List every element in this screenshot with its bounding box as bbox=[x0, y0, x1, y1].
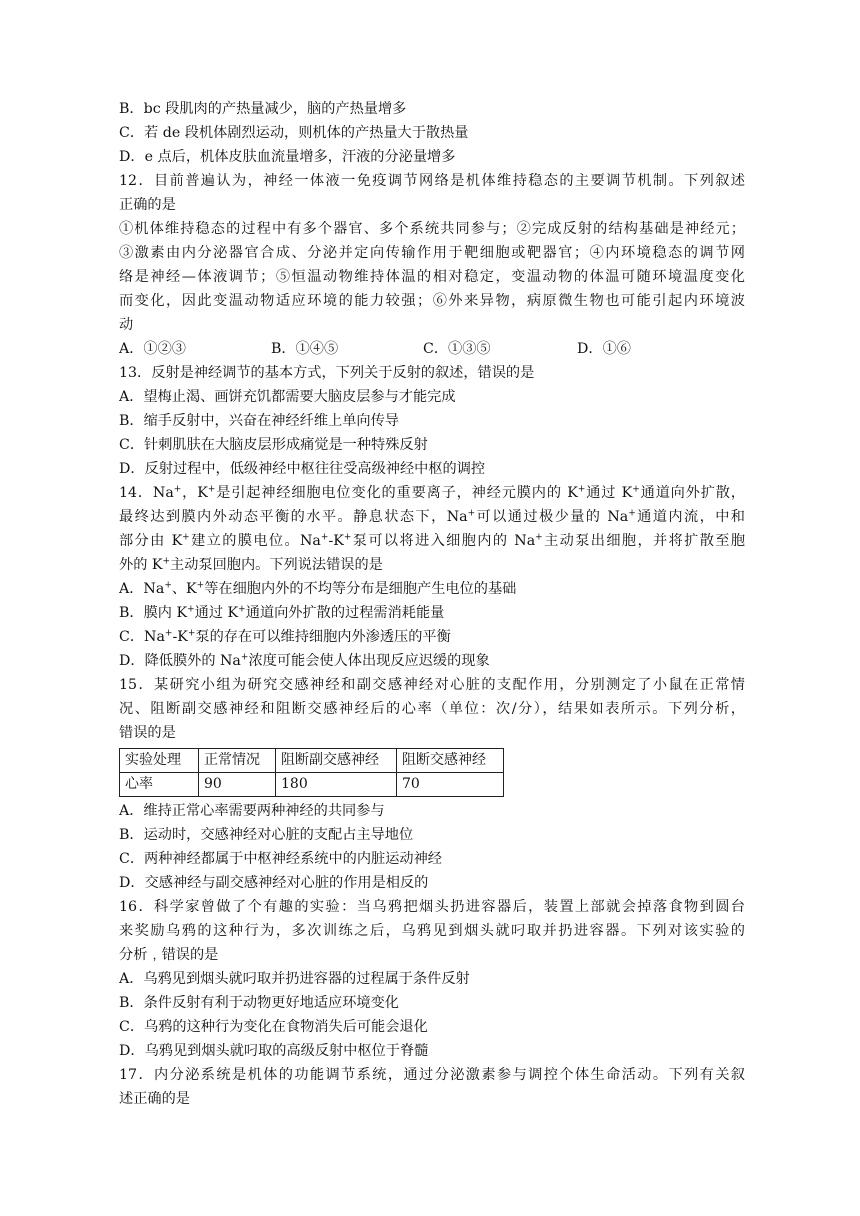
q16-option-c: C．乌鸦的这种行为变化在食物消失后可能会退化 bbox=[119, 1019, 428, 1035]
q14-option-a: A．Na+、K+等在细胞内外的不均等分布是细胞产生电位的基础 bbox=[119, 580, 517, 597]
q12-option-b: B．①④⑤ bbox=[271, 341, 339, 357]
q12-option-c: C．①③⑤ bbox=[423, 341, 491, 357]
q11-option-d: D．e 点后，机体皮肤血流量增多，汗液的分泌量增多 bbox=[119, 149, 456, 165]
q12-option-a: A．①②③ bbox=[119, 341, 186, 357]
q13-option-b: B．缩手反射中，兴奋在神经纤维上单向传导 bbox=[119, 413, 399, 429]
q17-stem-line1: 17．内分泌系统是机体的功能调节系统，通过分泌激素参与调控个体生命活动。下列有关叙 bbox=[119, 1067, 745, 1083]
q14-stem-line3: 部分由 K+建立的膜电位。Na+-K+泵可以将进入细胞内的 Na+主动泵出细胞，并将扩散至胞 bbox=[119, 532, 745, 549]
q14-option-d: D．降低膜外的 Na+浓度可能会使人体出现反应迟缓的现象 bbox=[119, 652, 490, 669]
q13-option-a: A．望梅止渴、画饼充饥都需要大脑皮层参与才能完成 bbox=[119, 389, 456, 405]
q12-stem-line1: 12．目前普遍认为，神经一体液一免疫调节网络是机体维持稳态的主要调节机制。下列叙述 bbox=[119, 173, 745, 189]
q16-option-b: B．条件反射有利于动物更好地适应环境变化 bbox=[119, 995, 399, 1011]
q15-option-b: B．运动时，交感神经对心脏的支配占主导地位 bbox=[119, 827, 414, 843]
q15-option-a: A．维持正常心率需要两种神经的共同参与 bbox=[119, 803, 385, 819]
table-cell: 90 bbox=[199, 773, 276, 797]
q15-stem-line3: 错误的是 bbox=[119, 725, 176, 741]
q12-statement-line1: ①机体维持稳态的过程中有多个器官、多个系统共同参与；②完成反射的结构基础是神经元； bbox=[119, 221, 745, 237]
q11-option-b: B．bc 段肌肉的产热量减少，脑的产热量增多 bbox=[119, 101, 407, 117]
q12-statement-line3: 络是神经—体液调节；⑤恒温动物维持体温的相对稳定，变温动物的体温可随环境温度变化 bbox=[119, 269, 745, 285]
q14-stem-line2: 最终达到膜内外动态平衡的水平。静息状态下，Na+可以通过极少量的 Na+通道内流，中和 bbox=[119, 508, 745, 525]
q12-statement-line5: 动 bbox=[119, 317, 134, 333]
table-cell: 70 bbox=[397, 773, 504, 797]
q17-stem-line2: 述正确的是 bbox=[119, 1091, 190, 1107]
q12-statement-line2: ③激素由内分泌器官合成、分泌并定向传输作用于靶细胞或靶器官；④内环境稳态的调节网 bbox=[119, 245, 745, 261]
q15-option-c: C．两种神经都属于中枢神经系统中的内脏运动神经 bbox=[119, 851, 442, 867]
heart-rate-table bbox=[119, 748, 504, 797]
q14-stem-line1: 14．Na+，K+是引起神经细胞电位变化的重要离子，神经元膜内的 K+通过 K+通道向外扩散， bbox=[119, 484, 745, 501]
q16-stem-line1: 16．科学家曾做了个有趣的实验：当乌鸦把烟头扔进容器后，装置上部就会掉落食物到圆台 bbox=[119, 899, 745, 915]
q14-option-c: C．Na+-K+泵的存在可以维持细胞内外渗透压的平衡 bbox=[119, 628, 451, 645]
q13-option-d: D．反射过程中，低级神经中枢往往受高级神经中枢的调控 bbox=[119, 461, 486, 477]
q12-option-d: D．①⑥ bbox=[577, 341, 631, 357]
q16-stem-line2: 来奖励乌鸦的这种行为，多次训练之后，乌鸦见到烟头就叼取并扔进容器。下列对该实验的 bbox=[119, 923, 745, 939]
exam-page bbox=[119, 97, 745, 1111]
table-header-row bbox=[120, 749, 504, 773]
table-cell: 阻断交感神经 bbox=[397, 749, 504, 773]
q16-option-a: A．乌鸦见到烟头就叼取并扔进容器的过程属于条件反射 bbox=[119, 971, 470, 987]
q15-stem-line1: 15．某研究小组为研究交感神经和副交感神经对心脏的支配作用，分别测定了小鼠在正常情 bbox=[119, 677, 745, 693]
q15-option-d: D．交感神经与副交感神经对心脏的作用是相反的 bbox=[119, 875, 429, 891]
q11-option-c: C．若 de 段机体剧烈运动，则机体的产热量大于散热量 bbox=[119, 125, 469, 141]
table-cell: 心率 bbox=[120, 773, 199, 797]
q12-stem-line2: 正确的是 bbox=[119, 197, 176, 213]
q12-options bbox=[119, 337, 745, 361]
q12-statement-line4: 而变化，因此变温动物适应环境的能力较强；⑥外来异物，病原微生物也可能引起内环境波 bbox=[119, 293, 745, 309]
table-cell: 正常情况 bbox=[199, 749, 276, 773]
table-cell: 180 bbox=[276, 773, 397, 797]
table-row bbox=[120, 773, 504, 797]
q14-stem-line4: 外的 K+主动泵回胞内。下列说法错误的是 bbox=[119, 556, 383, 573]
table-cell: 实验处理 bbox=[120, 749, 199, 773]
q16-stem-line3: 分析﹐错误的是 bbox=[119, 947, 219, 963]
q13-stem: 13．反射是神经调节的基本方式，下列关于反射的叙述，错误的是 bbox=[119, 365, 535, 381]
q16-option-d: D．乌鸦见到烟头就叼取的高级反射中枢位于脊髓 bbox=[119, 1043, 429, 1059]
q13-option-c: C．针刺肌肤在大脑皮层形成痛觉是一种特殊反射 bbox=[119, 437, 428, 453]
table-cell: 阻断副交感神经 bbox=[276, 749, 397, 773]
q14-option-b: B．膜内 K+通过 K+通道向外扩散的过程需消耗能量 bbox=[119, 604, 445, 621]
q15-stem-line2: 况、阻断副交感神经和阻断交感神经后的心率（单位：次/分），结果如表所示。下列分析， bbox=[119, 701, 745, 717]
